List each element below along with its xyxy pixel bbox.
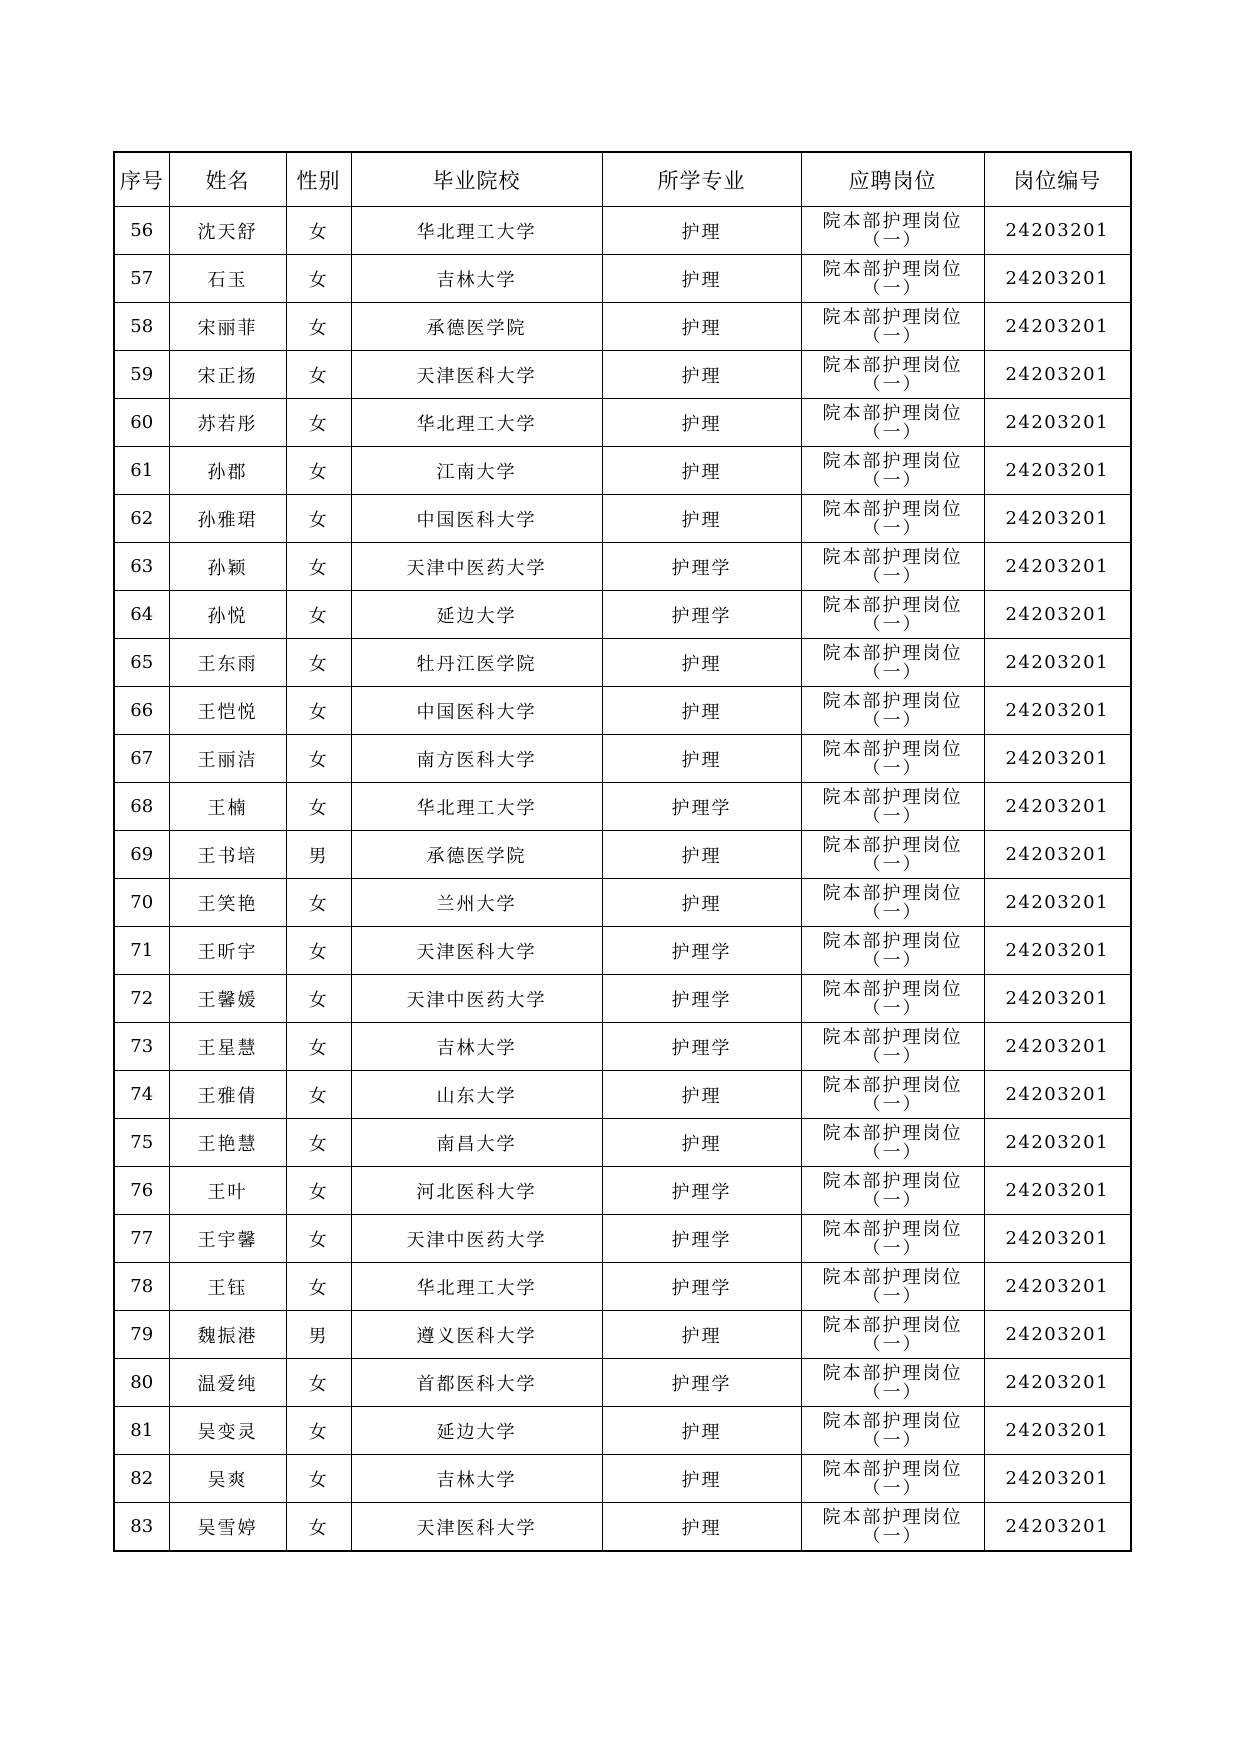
cell-major: 护理学 <box>602 591 801 639</box>
cell-gender: 女 <box>286 735 351 783</box>
position-title: 院本部护理岗位 <box>822 210 963 232</box>
cell-gender: 女 <box>286 1263 351 1311</box>
table-row <box>114 1119 1131 1167</box>
cell-gender: 女 <box>286 543 351 591</box>
position-suffix: （一） <box>862 517 923 539</box>
cell-school: 吉林大学 <box>351 1023 602 1071</box>
cell-school: 天津中医药大学 <box>351 975 602 1023</box>
cell-index: 73 <box>114 1023 169 1071</box>
cell-gender: 女 <box>286 1215 351 1263</box>
position-title: 院本部护理岗位 <box>822 1410 963 1432</box>
cell-gender: 女 <box>286 1023 351 1071</box>
position-suffix: （一） <box>862 1477 923 1499</box>
table-header <box>114 152 1131 207</box>
cell-code: 24203201 <box>984 927 1131 975</box>
cell-major: 护理学 <box>602 543 801 591</box>
cell-position <box>801 447 984 495</box>
cell-major: 护理 <box>602 207 801 255</box>
cell-gender: 女 <box>286 1071 351 1119</box>
header-row <box>114 152 1131 207</box>
position-suffix: （一） <box>862 901 923 923</box>
position-suffix: （一） <box>862 805 923 827</box>
cell-school: 天津中医药大学 <box>351 1215 602 1263</box>
table-row <box>114 1023 1131 1071</box>
table-row <box>114 831 1131 879</box>
cell-name: 孙雅珺 <box>169 495 286 543</box>
cell-school: 延边大学 <box>351 591 602 639</box>
cell-index: 81 <box>114 1407 169 1455</box>
cell-gender: 女 <box>286 1455 351 1503</box>
cell-school: 首都医科大学 <box>351 1359 602 1407</box>
header-school: 毕业院校 <box>351 152 602 207</box>
cell-gender: 女 <box>286 1359 351 1407</box>
cell-school: 江南大学 <box>351 447 602 495</box>
position-suffix: （一） <box>862 1429 923 1451</box>
position-title: 院本部护理岗位 <box>822 738 963 760</box>
position-suffix: （一） <box>862 997 923 1019</box>
cell-code: 24203201 <box>984 255 1131 303</box>
cell-school: 吉林大学 <box>351 1455 602 1503</box>
cell-gender: 女 <box>286 1503 351 1552</box>
cell-school: 天津医科大学 <box>351 351 602 399</box>
cell-position <box>801 879 984 927</box>
cell-name: 王宇馨 <box>169 1215 286 1263</box>
position-title: 院本部护理岗位 <box>822 1314 963 1336</box>
cell-school: 牡丹江医学院 <box>351 639 602 687</box>
cell-code: 24203201 <box>984 543 1131 591</box>
cell-code: 24203201 <box>984 495 1131 543</box>
cell-name: 王叶 <box>169 1167 286 1215</box>
cell-position <box>801 1359 984 1407</box>
position-suffix: （一） <box>862 421 923 443</box>
cell-school: 南方医科大学 <box>351 735 602 783</box>
cell-gender: 女 <box>286 447 351 495</box>
table-body <box>114 207 1131 1552</box>
position-suffix: （一） <box>862 1237 923 1259</box>
cell-code: 24203201 <box>984 399 1131 447</box>
cell-code: 24203201 <box>984 591 1131 639</box>
table-row <box>114 1407 1131 1455</box>
cell-position <box>801 831 984 879</box>
position-title: 院本部护理岗位 <box>822 306 963 328</box>
cell-gender: 男 <box>286 831 351 879</box>
table-row <box>114 735 1131 783</box>
cell-name: 吴雪婷 <box>169 1503 286 1552</box>
cell-major: 护理 <box>602 1407 801 1455</box>
position-suffix: （一） <box>862 1093 923 1115</box>
cell-code: 24203201 <box>984 1455 1131 1503</box>
cell-position <box>801 639 984 687</box>
cell-gender: 女 <box>286 879 351 927</box>
position-title: 院本部护理岗位 <box>822 594 963 616</box>
cell-major: 护理 <box>602 1311 801 1359</box>
cell-index: 74 <box>114 1071 169 1119</box>
cell-name: 吴爽 <box>169 1455 286 1503</box>
cell-gender: 女 <box>286 927 351 975</box>
header-gender: 性别 <box>286 152 351 207</box>
cell-name: 石玉 <box>169 255 286 303</box>
position-title: 院本部护理岗位 <box>822 834 963 856</box>
cell-gender: 女 <box>286 399 351 447</box>
cell-name: 孙郡 <box>169 447 286 495</box>
table-row <box>114 879 1131 927</box>
cell-index: 68 <box>114 783 169 831</box>
cell-code: 24203201 <box>984 1215 1131 1263</box>
position-title: 院本部护理岗位 <box>822 1506 963 1528</box>
cell-index: 76 <box>114 1167 169 1215</box>
cell-position <box>801 495 984 543</box>
cell-code: 24203201 <box>984 879 1131 927</box>
position-suffix: （一） <box>862 325 923 347</box>
position-suffix: （一） <box>862 853 923 875</box>
cell-major: 护理 <box>602 639 801 687</box>
cell-major: 护理 <box>602 399 801 447</box>
cell-code: 24203201 <box>984 1071 1131 1119</box>
cell-name: 魏振港 <box>169 1311 286 1359</box>
position-title: 院本部护理岗位 <box>822 642 963 664</box>
cell-index: 69 <box>114 831 169 879</box>
cell-index: 58 <box>114 303 169 351</box>
cell-major: 护理学 <box>602 927 801 975</box>
cell-position <box>801 1455 984 1503</box>
cell-gender: 女 <box>286 1119 351 1167</box>
cell-code: 24203201 <box>984 735 1131 783</box>
cell-major: 护理 <box>602 1455 801 1503</box>
cell-code: 24203201 <box>984 447 1131 495</box>
cell-name: 苏若彤 <box>169 399 286 447</box>
cell-code: 24203201 <box>984 639 1131 687</box>
position-title: 院本部护理岗位 <box>822 402 963 424</box>
candidate-roster-table <box>113 151 1132 1552</box>
cell-major: 护理 <box>602 303 801 351</box>
position-suffix: （一） <box>862 1525 923 1547</box>
cell-school: 遵义医科大学 <box>351 1311 602 1359</box>
position-title: 院本部护理岗位 <box>822 1170 963 1192</box>
position-title: 院本部护理岗位 <box>822 786 963 808</box>
position-suffix: （一） <box>862 949 923 971</box>
cell-index: 66 <box>114 687 169 735</box>
header-position: 应聘岗位 <box>801 152 984 207</box>
cell-index: 72 <box>114 975 169 1023</box>
cell-position <box>801 735 984 783</box>
table-row <box>114 1503 1131 1552</box>
header-code: 岗位编号 <box>984 152 1131 207</box>
position-title: 院本部护理岗位 <box>822 1266 963 1288</box>
cell-major: 护理 <box>602 879 801 927</box>
table-row <box>114 975 1131 1023</box>
cell-gender: 女 <box>286 783 351 831</box>
table-row <box>114 1167 1131 1215</box>
cell-major: 护理 <box>602 735 801 783</box>
cell-code: 24203201 <box>984 303 1131 351</box>
cell-gender: 男 <box>286 1311 351 1359</box>
cell-position <box>801 591 984 639</box>
cell-school: 承德医学院 <box>351 831 602 879</box>
cell-index: 82 <box>114 1455 169 1503</box>
position-suffix: （一） <box>862 1189 923 1211</box>
cell-major: 护理学 <box>602 1263 801 1311</box>
position-suffix: （一） <box>862 1141 923 1163</box>
cell-name: 王钰 <box>169 1263 286 1311</box>
cell-gender: 女 <box>286 495 351 543</box>
cell-position <box>801 399 984 447</box>
cell-index: 80 <box>114 1359 169 1407</box>
position-title: 院本部护理岗位 <box>822 546 963 568</box>
cell-name: 王笑艳 <box>169 879 286 927</box>
cell-code: 24203201 <box>984 1167 1131 1215</box>
cell-code: 24203201 <box>984 783 1131 831</box>
table-row <box>114 927 1131 975</box>
cell-name: 王星慧 <box>169 1023 286 1071</box>
cell-index: 75 <box>114 1119 169 1167</box>
cell-gender: 女 <box>286 1167 351 1215</box>
cell-name: 温爱纯 <box>169 1359 286 1407</box>
cell-major: 护理 <box>602 351 801 399</box>
position-title: 院本部护理岗位 <box>822 258 963 280</box>
cell-code: 24203201 <box>984 1359 1131 1407</box>
cell-code: 24203201 <box>984 207 1131 255</box>
position-title: 院本部护理岗位 <box>822 1074 963 1096</box>
cell-code: 24203201 <box>984 1311 1131 1359</box>
cell-code: 24203201 <box>984 975 1131 1023</box>
cell-school: 天津中医药大学 <box>351 543 602 591</box>
cell-school: 华北理工大学 <box>351 1263 602 1311</box>
cell-position <box>801 207 984 255</box>
table-row <box>114 1311 1131 1359</box>
cell-name: 孙颖 <box>169 543 286 591</box>
cell-name: 王楠 <box>169 783 286 831</box>
cell-code: 24203201 <box>984 687 1131 735</box>
cell-position <box>801 1263 984 1311</box>
cell-index: 67 <box>114 735 169 783</box>
cell-index: 79 <box>114 1311 169 1359</box>
position-title: 院本部护理岗位 <box>822 882 963 904</box>
table-row <box>114 1455 1131 1503</box>
cell-index: 62 <box>114 495 169 543</box>
cell-gender: 女 <box>286 687 351 735</box>
cell-gender: 女 <box>286 975 351 1023</box>
cell-position <box>801 975 984 1023</box>
cell-position <box>801 1119 984 1167</box>
cell-major: 护理 <box>602 1071 801 1119</box>
cell-code: 24203201 <box>984 1407 1131 1455</box>
cell-major: 护理学 <box>602 1167 801 1215</box>
position-title: 院本部护理岗位 <box>822 354 963 376</box>
cell-name: 王书培 <box>169 831 286 879</box>
cell-school: 中国医科大学 <box>351 687 602 735</box>
position-title: 院本部护理岗位 <box>822 1362 963 1384</box>
cell-index: 78 <box>114 1263 169 1311</box>
cell-name: 王东雨 <box>169 639 286 687</box>
position-suffix: （一） <box>862 565 923 587</box>
position-title: 院本部护理岗位 <box>822 930 963 952</box>
cell-gender: 女 <box>286 1407 351 1455</box>
cell-school: 承德医学院 <box>351 303 602 351</box>
cell-index: 64 <box>114 591 169 639</box>
cell-gender: 女 <box>286 303 351 351</box>
cell-name: 沈天舒 <box>169 207 286 255</box>
cell-index: 83 <box>114 1503 169 1552</box>
cell-position <box>801 927 984 975</box>
cell-position <box>801 1407 984 1455</box>
cell-code: 24203201 <box>984 1503 1131 1552</box>
cell-name: 孙悦 <box>169 591 286 639</box>
cell-gender: 女 <box>286 255 351 303</box>
cell-name: 王丽洁 <box>169 735 286 783</box>
cell-position <box>801 687 984 735</box>
table-row <box>114 1071 1131 1119</box>
cell-index: 61 <box>114 447 169 495</box>
cell-index: 65 <box>114 639 169 687</box>
position-title: 院本部护理岗位 <box>822 1458 963 1480</box>
cell-position <box>801 351 984 399</box>
cell-school: 中国医科大学 <box>351 495 602 543</box>
position-suffix: （一） <box>862 661 923 683</box>
cell-position <box>801 1167 984 1215</box>
cell-name: 王艳慧 <box>169 1119 286 1167</box>
table-row <box>114 639 1131 687</box>
position-title: 院本部护理岗位 <box>822 978 963 1000</box>
cell-name: 王雅倩 <box>169 1071 286 1119</box>
cell-major: 护理学 <box>602 1023 801 1071</box>
table-row <box>114 303 1131 351</box>
cell-major: 护理学 <box>602 1359 801 1407</box>
cell-position <box>801 783 984 831</box>
position-suffix: （一） <box>862 229 923 251</box>
cell-school: 天津医科大学 <box>351 927 602 975</box>
cell-name: 宋丽菲 <box>169 303 286 351</box>
cell-position <box>801 1071 984 1119</box>
cell-major: 护理 <box>602 1119 801 1167</box>
cell-school: 山东大学 <box>351 1071 602 1119</box>
cell-index: 63 <box>114 543 169 591</box>
table-row <box>114 591 1131 639</box>
position-suffix: （一） <box>862 1285 923 1307</box>
position-title: 院本部护理岗位 <box>822 1218 963 1240</box>
table-row <box>114 207 1131 255</box>
position-title: 院本部护理岗位 <box>822 1122 963 1144</box>
cell-name: 吴变灵 <box>169 1407 286 1455</box>
cell-index: 57 <box>114 255 169 303</box>
table-row <box>114 399 1131 447</box>
cell-major: 护理 <box>602 255 801 303</box>
table-row <box>114 687 1131 735</box>
cell-school: 吉林大学 <box>351 255 602 303</box>
table-row <box>114 495 1131 543</box>
table-row <box>114 1359 1131 1407</box>
position-suffix: （一） <box>862 709 923 731</box>
cell-index: 56 <box>114 207 169 255</box>
position-title: 院本部护理岗位 <box>822 1026 963 1048</box>
cell-code: 24203201 <box>984 1263 1131 1311</box>
cell-gender: 女 <box>286 207 351 255</box>
cell-index: 60 <box>114 399 169 447</box>
cell-major: 护理 <box>602 447 801 495</box>
position-suffix: （一） <box>862 757 923 779</box>
cell-name: 王恺悦 <box>169 687 286 735</box>
cell-major: 护理 <box>602 495 801 543</box>
cell-major: 护理 <box>602 831 801 879</box>
table-row <box>114 351 1131 399</box>
cell-index: 77 <box>114 1215 169 1263</box>
header-name: 姓名 <box>169 152 286 207</box>
cell-name: 宋正扬 <box>169 351 286 399</box>
cell-school: 华北理工大学 <box>351 783 602 831</box>
cell-position <box>801 1503 984 1552</box>
position-suffix: （一） <box>862 1333 923 1355</box>
cell-major: 护理学 <box>602 975 801 1023</box>
position-suffix: （一） <box>862 1045 923 1067</box>
table-row <box>114 543 1131 591</box>
position-suffix: （一） <box>862 613 923 635</box>
cell-name: 王馨媛 <box>169 975 286 1023</box>
position-suffix: （一） <box>862 373 923 395</box>
cell-gender: 女 <box>286 591 351 639</box>
cell-position <box>801 255 984 303</box>
position-title: 院本部护理岗位 <box>822 450 963 472</box>
cell-index: 71 <box>114 927 169 975</box>
cell-major: 护理 <box>602 687 801 735</box>
cell-major: 护理 <box>602 1503 801 1552</box>
position-suffix: （一） <box>862 469 923 491</box>
cell-name: 王昕宇 <box>169 927 286 975</box>
cell-code: 24203201 <box>984 351 1131 399</box>
cell-index: 59 <box>114 351 169 399</box>
cell-index: 70 <box>114 879 169 927</box>
cell-position <box>801 1311 984 1359</box>
cell-code: 24203201 <box>984 1023 1131 1071</box>
table-row <box>114 783 1131 831</box>
position-title: 院本部护理岗位 <box>822 690 963 712</box>
header-index: 序号 <box>114 152 169 207</box>
cell-gender: 女 <box>286 639 351 687</box>
table-row <box>114 255 1131 303</box>
cell-school: 延边大学 <box>351 1407 602 1455</box>
table-row <box>114 447 1131 495</box>
cell-school: 河北医科大学 <box>351 1167 602 1215</box>
cell-school: 兰州大学 <box>351 879 602 927</box>
cell-major: 护理学 <box>602 1215 801 1263</box>
cell-school: 华北理工大学 <box>351 399 602 447</box>
cell-code: 24203201 <box>984 1119 1131 1167</box>
cell-gender: 女 <box>286 351 351 399</box>
table-row <box>114 1215 1131 1263</box>
cell-position <box>801 1023 984 1071</box>
cell-school: 天津医科大学 <box>351 1503 602 1552</box>
header-major: 所学专业 <box>602 152 801 207</box>
cell-position <box>801 1215 984 1263</box>
position-suffix: （一） <box>862 1381 923 1403</box>
cell-major: 护理学 <box>602 783 801 831</box>
cell-code: 24203201 <box>984 831 1131 879</box>
cell-position <box>801 303 984 351</box>
position-title: 院本部护理岗位 <box>822 498 963 520</box>
table-row <box>114 1263 1131 1311</box>
cell-school: 华北理工大学 <box>351 207 602 255</box>
cell-school: 南昌大学 <box>351 1119 602 1167</box>
cell-position <box>801 543 984 591</box>
position-suffix: （一） <box>862 277 923 299</box>
